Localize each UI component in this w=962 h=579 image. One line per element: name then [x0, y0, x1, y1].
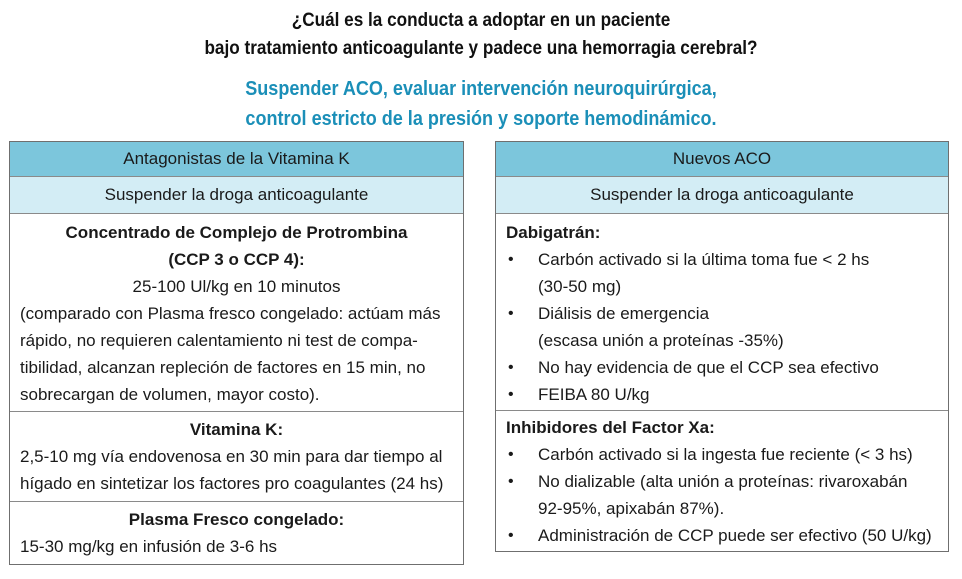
- list-item-text: • No dializable (alta unión a proteínas: rivaroxabán: [538, 472, 908, 491]
- ccp-note-line: sobrecargan de volumen, mayor costo).: [20, 385, 320, 404]
- question-line-1: ¿Cuál es la conducta a adoptar en un paciente: [291, 9, 671, 31]
- list-item-text: • Diálisis de emergencia: [538, 304, 710, 323]
- list-item: • FEIBA 80 U/kg: [496, 381, 948, 408]
- dabigatran-title: Dabigatrán:: [506, 223, 601, 242]
- question-heading: [58, 6, 905, 62]
- ccp-note-line: (comparado con Plasma fresco congelado: actúam más: [20, 304, 441, 323]
- fresh-plasma-section: [10, 502, 463, 564]
- left-subheader: Suspender la droga anticoagulante: [10, 177, 463, 214]
- ccp-note-line: rápido, no requieren calentamiento ni test de compa-: [20, 331, 418, 350]
- list-item-text: (escasa unión a proteínas -35%): [538, 331, 784, 350]
- list-item-text: 92-95%, apixabán 87%).: [538, 499, 725, 518]
- vitamin-k-title: Vitamina K:: [189, 420, 284, 439]
- ccp-section: [10, 214, 463, 412]
- dabigatran-section: [496, 214, 948, 411]
- question-line-2: bajo tratamiento anticoagulante y padece una hemorragia cerebral?: [204, 37, 758, 59]
- ccp-dose: 25-100 Ul/kg en 10 minutos: [132, 277, 341, 296]
- list-item: [496, 246, 948, 300]
- dabigatran-list: [496, 246, 948, 408]
- list-item: • Administración de CCP puede ser efectivo (50 U/kg): [496, 522, 948, 549]
- answer-heading: [58, 74, 905, 134]
- list-item: • Carbón activado si la ingesta fue reciente (< 3 hs): [496, 441, 948, 468]
- ccp-note-line: tibilidad, alcanzan repleción de factores en 15 min, no: [20, 358, 426, 377]
- fresh-plasma-line: 15-30 mg/kg en infusión de 3-6 hs: [20, 537, 278, 556]
- vitamin-k-antagonists-table: [9, 141, 464, 565]
- answer-line-2: control estricto de la presión y soporte hemodinámico.: [245, 107, 717, 130]
- list-item: [496, 300, 948, 354]
- left-header: Antagonistas de la Vitamina K: [10, 142, 463, 177]
- vitamin-k-line: hígado en sintetizar los factores pro coagulantes (24 hs): [20, 474, 444, 493]
- list-item-text: (30-50 mg): [538, 277, 622, 296]
- right-subheader: Suspender la droga anticoagulante: [496, 177, 948, 214]
- list-item-text: • Carbón activado si la última toma fue < 2 hs: [538, 250, 870, 269]
- answer-line-1: Suspender ACO, evaluar intervención neuroquirúrgica,: [245, 77, 717, 100]
- ccp-title-line-2: (CCP 3 o CCP 4):: [168, 250, 305, 269]
- factor-xa-title: Inhibidores del Factor Xa:: [506, 418, 715, 437]
- fresh-plasma-title: Plasma Fresco congelado:: [128, 510, 345, 529]
- factor-xa-section: [496, 411, 948, 551]
- right-header: Nuevos ACO: [496, 142, 948, 177]
- vitamin-k-line: 2,5-10 mg vía endovenosa en 30 min para dar tiempo al: [20, 447, 443, 466]
- factor-xa-list: [496, 441, 948, 549]
- vitamin-k-section: [10, 412, 463, 502]
- list-item: • No hay evidencia de que el CCP sea efectivo: [496, 354, 948, 381]
- ccp-title-line-1: Concentrado de Complejo de Protrombina: [65, 223, 408, 242]
- new-oral-anticoagulants-table: [495, 141, 949, 552]
- list-item: [496, 468, 948, 522]
